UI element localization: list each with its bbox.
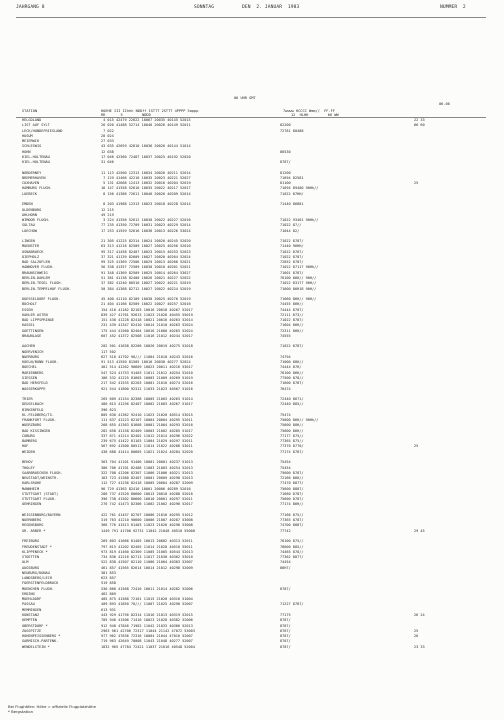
- observation-codes: 396 623: [101, 407, 116, 412]
- observation-codes: 45 400 41110 82109 10030 20025 40270 52019: [101, 297, 191, 302]
- station-name: WASSERKUPPE: [22, 386, 46, 391]
- weather-codes: 71604 86H//: [280, 323, 304, 328]
- weather-codes: 74455 86H//: [280, 302, 304, 307]
- observation-codes: 17 046 42360 72487 10037 20025 40192 52020: [101, 154, 191, 159]
- station-name: BUECHEL: [22, 365, 37, 370]
- code-header-line-3: 7wwww HCCCC Wmm// FF-FF: [283, 109, 335, 113]
- station-name: AACHEN: [22, 344, 35, 349]
- extra-values: 29 45: [414, 528, 425, 533]
- station-name: LIST AUF SYLT: [22, 123, 50, 128]
- weather-codes: 71022 87//: [280, 223, 302, 228]
- station-name: MEIERWIK: [22, 139, 40, 144]
- observation-codes: 7 022: [101, 128, 114, 133]
- weather-codes: 75454: [280, 465, 291, 470]
- weather-codes: 8787/: [280, 623, 291, 628]
- weather-codes: 77365 8787/: [280, 518, 304, 523]
- station-name: OLDENBURG: [22, 207, 42, 212]
- station-name: KONSTANZ: [22, 612, 40, 617]
- station-name: WEISSENBURG/BAYERN: [22, 512, 61, 517]
- station-name: NUERBURG: [22, 354, 40, 359]
- observation-codes: 322 708 41206 82307 11006 21006 40321 52013: [101, 470, 193, 475]
- observation-codes: 405 875 41568 72101 11015 21020 40316 51004: [101, 597, 193, 602]
- station-name: HOHENPEISSENBERG *: [22, 634, 61, 639]
- station-name: BAD SALZUFLEN: [22, 260, 50, 265]
- station-name: MUEHLDORF: [22, 597, 42, 602]
- station-name: BRAUNLAGE: [22, 333, 42, 338]
- observation-codes: 37 382 41240 80510 10027 20022 40221 52019: [101, 281, 191, 286]
- observation-codes: 3 224 41356 52612 10030 20022 40227 52016: [101, 218, 191, 223]
- observation-codes: 91 348 41369 82509 10025 20014 40264 53027: [101, 270, 191, 275]
- weather-codes: 75600 86H//: [280, 428, 304, 433]
- observation-codes: 480 615 41256 82407 10002 21003 40267 51017: [101, 402, 193, 407]
- observation-codes: 567 692 41500 80512 11014 21022 40286 53011: [101, 444, 193, 449]
- station-name: HELGOLAND: [22, 118, 42, 122]
- day-label: SONNTAG: [194, 5, 215, 10]
- station-name: STUTTGART FLUGH.: [22, 497, 57, 502]
- observation-codes: 95 317 41458 82407 10023 20015 40253 52023: [101, 249, 191, 254]
- observation-codes: 217 542 41535 82203 10001 21010 40274 52016: [101, 381, 193, 386]
- station-name: PASSAU: [22, 602, 35, 607]
- footnotes: [8, 704, 96, 714]
- weather-codes: 77177 875//: [280, 433, 304, 438]
- station-name: NOERVENICH: [22, 349, 44, 354]
- extra-values: 23 33: [414, 644, 425, 649]
- station-column-label: STATION: [22, 109, 38, 113]
- observation-codes: 91 513 41550 81505 10016 20030 40277 52024: [101, 360, 191, 365]
- station-name: BAD LIPPSPRINGE: [22, 318, 55, 323]
- observation-codes: 12 038: [101, 149, 114, 154]
- station-name: HUSUM: [22, 133, 33, 138]
- observation-codes: 28 024: [101, 133, 114, 138]
- station-name: LANDSBERG/LECH: [22, 576, 52, 581]
- observation-codes: 530 866 41568 72416 10011 21014 40282 52006: [101, 586, 193, 591]
- weather-codes: 74555: [280, 333, 291, 338]
- weather-codes: 71000 88H//: [280, 360, 304, 365]
- weather-codes: 76474: [280, 386, 291, 391]
- station-name: NUERNBERG: [22, 518, 42, 523]
- weather-codes: 71022 8787/: [280, 239, 304, 244]
- observation-codes: 977 962 47636 72316 10004 21044 47010 52007: [101, 634, 193, 639]
- station-name: KIEL-HOLTENAU: [22, 154, 50, 159]
- station-name: NORDERNEY: [22, 170, 42, 175]
- observation-codes: 21 404 41166 82509 10022 20027 40257 52016: [101, 302, 191, 307]
- weather-codes: 72440 885//: [280, 402, 304, 407]
- weather-codes: 71022 87HH/: [280, 191, 304, 196]
- observation-codes: 154 410 41182 82103 10016 20018 40267 52017: [101, 307, 193, 312]
- weather-codes: 72166 86H//: [280, 476, 304, 481]
- observation-codes: 117 502: [101, 349, 116, 354]
- station-name: KIEL-HOLTENAU: [22, 160, 50, 165]
- observation-codes: 422 761 41457 82707 10006 21016 40295 51012: [101, 512, 193, 517]
- weather-codes: 74454: [280, 560, 291, 565]
- weather-codes: 8787/: [280, 160, 291, 165]
- observation-codes: 1832 965 47784 72421 11037 21016 40548 52004: [101, 644, 195, 649]
- weather-codes: 8707/: [280, 639, 291, 644]
- weather-codes: 75600 8787/: [280, 470, 304, 475]
- station-name: STOETTEN: [22, 555, 40, 560]
- period-label: 06-06: [439, 102, 450, 106]
- observation-codes: 734 836 41216 82713 11017 21030 40302 53010: [101, 555, 193, 560]
- observation-codes: 461 857 41565 82614 10014 21012 40298 52009: [101, 565, 193, 570]
- weather-codes: 76100 86H// 90H//: [280, 275, 317, 280]
- weather-codes: 71660 86H// 90H//: [280, 297, 317, 302]
- weather-codes: 81200: [280, 170, 291, 175]
- weather-codes: 77174 86H//: [280, 502, 304, 507]
- station-name: GOETTINGEN: [22, 328, 44, 333]
- station-name: MEMMINGEN: [22, 607, 42, 612]
- station-name: WIMOOR FLUGH.: [22, 218, 50, 223]
- weather-codes: 8767/: [280, 628, 291, 633]
- weather-codes: 75454: [280, 460, 291, 465]
- observation-codes: 381 853: [101, 570, 116, 575]
- station-name: FRANKFURT FLUGH.: [22, 418, 57, 423]
- observation-codes: 151 430 41228 82418 10021 20016 40263 52014: [101, 318, 193, 323]
- station-name: ULM: [22, 560, 29, 565]
- station-name: COBURG: [22, 433, 35, 438]
- observation-codes: 276 742 41473 82306 11002 21002 40290 52017: [101, 502, 193, 507]
- station-name: FREUDENSTADT *: [22, 544, 52, 549]
- observation-codes: 912 948 47846 71902 11042 21033 40366 52013: [101, 623, 193, 628]
- observation-codes: 16 147 41358 52610 10035 20022 40217 52017: [101, 186, 191, 191]
- weather-codes: 77175: [280, 612, 291, 617]
- station-name: BEHOV: [22, 460, 33, 465]
- station-name: SCHLESWIG: [22, 144, 42, 149]
- station-name: BAMBERG: [22, 439, 37, 444]
- observation-codes: 519 858: [101, 581, 116, 586]
- station-name: CUXHAVEN: [22, 181, 40, 186]
- extra-values: 22 33: [414, 118, 425, 122]
- observation-codes: 462 869: [101, 591, 116, 596]
- station-name: ERDING: [22, 591, 35, 596]
- station-name: WUERZBURG: [22, 423, 42, 428]
- station-name: KASSEL: [22, 323, 35, 328]
- station-name: LUECHOW: [22, 228, 37, 233]
- weather-codes: 81100: [280, 181, 291, 186]
- observation-codes: 43 035 42659 42810 10036 20026 40144 51014: [101, 144, 191, 149]
- observation-codes: 265 609 41154 82308 10005 21003 40263 51014: [101, 397, 193, 402]
- weather-codes: 72852 8787/: [280, 260, 304, 265]
- station-table: [22, 118, 492, 650]
- weather-codes: 71660 8787/: [280, 491, 304, 496]
- station-name: HANNOVER FLUGH.: [22, 265, 55, 270]
- weather-codes: 76600 885//: [280, 544, 304, 549]
- weather-codes: 77370 8770/: [280, 444, 304, 449]
- station-name: BAD HERSFELD: [22, 381, 48, 386]
- weather-codes: 72111 873//: [280, 312, 304, 317]
- weather-codes: 75600 86H// 90Hh//: [280, 418, 319, 423]
- observation-codes: 231 439 41347 82410 10014 21010 40263 52024: [101, 323, 193, 328]
- station-name: AUGSBURG: [22, 565, 40, 570]
- observation-codes: 363 704 41101 91406 10001 20001 40237 51013: [101, 460, 193, 465]
- observation-codes: 547 524 41753 91403 11011 21012 40254 52010: [101, 370, 193, 375]
- observation-codes: 26 020 41488 52714 10046 20026 40149 52011: [101, 123, 191, 128]
- observation-codes: 96 729 41363 82410 10001 20006 40289 52016: [101, 486, 191, 491]
- weather-codes: 71044 82/: [280, 228, 300, 233]
- weather-codes: 71600 86H18 90H//: [280, 286, 317, 291]
- observation-codes: 973 819 41460 82309 11005 21005 40544 52013: [101, 549, 193, 554]
- station-name: REGENSBURG: [22, 523, 44, 528]
- station-name: BIRKENFELD: [22, 407, 44, 412]
- weather-codes: 77742: [280, 528, 291, 533]
- extra-values: 26: [414, 634, 419, 639]
- observation-codes: 112 727 41236 82418 10005 20004 40287 52009: [101, 481, 193, 486]
- observation-codes: 805 630 41362 92410 11023 21020 40514 53015: [101, 412, 193, 417]
- station-name: DEUSELBACH: [22, 402, 44, 407]
- observation-codes: 175 444 41560 82404 10016 21000 40263 52024: [101, 328, 193, 333]
- station-name: BAD KISSINGEN: [22, 428, 50, 433]
- observation-codes: 443 929 41756 82314 11016 21013 40319 52015: [101, 612, 193, 617]
- station-name: GARMISCH-PARTENK.: [22, 639, 59, 644]
- observation-codes: 386 706 41701 82408 11003 21003 40254 52013: [101, 465, 193, 470]
- station-name: ESSEN: [22, 307, 33, 312]
- weather-codes: 74794: [280, 354, 291, 359]
- observation-codes: 63 313 41218 82509 10027 20025 40250 52010: [101, 244, 191, 249]
- weather-codes: 71022 93401 90Hh//: [280, 218, 319, 223]
- observation-codes: 163 723 41380 82407 10001 20009 40298 52013: [101, 476, 193, 481]
- weather-codes: 75600 8887/: [280, 486, 304, 491]
- station-name: ZUGSPITZE: [22, 628, 42, 633]
- station-name: MUENSTER: [22, 244, 40, 249]
- weather-codes: 71440 96HH/: [280, 244, 304, 249]
- weather-codes: 75600 88H//: [280, 423, 304, 428]
- station-name: LINGEN: [22, 239, 35, 244]
- station-name: OEHRINGEN: [22, 502, 42, 507]
- observation-codes: 623 857: [101, 576, 116, 581]
- station-name: DIEPHOLZ: [22, 254, 40, 259]
- station-name: AHLHORN: [22, 212, 37, 217]
- station-name: LECK/HUNDEFRIESLAND: [22, 128, 63, 133]
- station-name: BERLIN-TEMPELHOF FLUGH.: [22, 286, 72, 291]
- footnote-airport: Bei Flughäfen: Höhe = offizielle Flugplatzhöhe: [8, 704, 96, 709]
- code-header-line-2: RR 5 NDDD: [101, 113, 151, 117]
- observation-codes: 719 963 42649 70008 11043 21048 40277 52007: [101, 639, 193, 644]
- observation-codes: 8 156 41386 72611 10046 20026 40209 52014: [101, 191, 191, 196]
- weather-codes: 71022 8787/: [280, 249, 304, 254]
- station-name: DUESSELDORF FLUGH.: [22, 297, 61, 302]
- weather-codes: 71694 82581: [280, 175, 304, 180]
- observation-codes: 202 501 41638 82206 10026 20019 40275 52018: [101, 344, 193, 349]
- station-name: BOCHOLT: [22, 302, 37, 307]
- observation-codes: 282 658 41158 82409 10003 21002 40285 51017: [101, 428, 193, 433]
- extra-values: 66 60: [414, 123, 425, 128]
- date-label: DEN 2. JANUAR 1983: [242, 5, 300, 10]
- observation-codes: 50 384 41368 82712 10027 20022 40224 52019: [101, 286, 191, 291]
- weather-codes: 8787/: [280, 634, 291, 639]
- station-name: HAMBURG FLUGH.: [22, 186, 52, 191]
- observation-codes: 7 129 41466 42216 10035 20023 40221 52027: [101, 175, 191, 180]
- observation-codes: 522 838 41507 82110 11006 21004 40303 52007: [101, 560, 193, 565]
- observation-codes: 1449 791 41700 92731 11042 21048 40510 55000: [101, 528, 195, 533]
- observation-codes: 481 514 41262 90609 10023 20011 40216 53017: [101, 365, 193, 370]
- observation-codes: 627 510 41702 90/// 11004 21010 40243 52016: [101, 354, 193, 359]
- observation-codes: 77 235 41350 72709 10031 20023 40229 52014: [101, 223, 191, 228]
- station-name: MUENCHEN FLUGH.: [22, 586, 55, 591]
- station-name: BREMERHAVEN: [22, 175, 46, 180]
- observation-codes: 37 321 41139 82609 10027 20020 40264 52024: [101, 254, 191, 259]
- observation-codes: 49 219: [101, 212, 114, 217]
- weather-codes: 71022 8787/: [280, 254, 304, 259]
- observation-codes: 396 738 41502 80600 10010 20001 40297 52011: [101, 497, 193, 502]
- footnote-mountain: * Bergstation: [8, 709, 34, 714]
- station-name: THOLEY: [22, 465, 35, 470]
- weather-codes: 72440 8671/: [280, 397, 304, 402]
- weather-codes: 71022 8787/: [280, 318, 304, 323]
- weather-codes: 71022 8787/: [280, 344, 304, 349]
- station-name: WEIDEN: [22, 449, 35, 454]
- weather-codes: 86H7/: [280, 565, 291, 570]
- station-name: LUEBECK: [22, 191, 37, 196]
- station-name: KARLSRUHE: [22, 481, 42, 486]
- observation-codes: 111 637 41223 82107 10004 20004 40295 52011: [101, 418, 193, 423]
- station-name: GIESSEN: [22, 376, 37, 381]
- observation-codes: 5 131 42668 12413 10032 20016 40204 52019: [101, 181, 191, 186]
- weather-codes: 71227 8787/: [280, 602, 304, 607]
- weather-codes: 75474: [280, 412, 291, 417]
- issue-number: NUMMER 2: [440, 5, 466, 10]
- weather-codes: 77362 8877/: [280, 555, 304, 560]
- station-name: EMDEN: [22, 202, 33, 207]
- station-name: NEUSTADT/WEINSTR.: [22, 476, 59, 481]
- observation-codes: 2963 961 42706 72317 11044 21142 47072 53003: [101, 628, 195, 633]
- station-name: KL-FELDBERG/TS.: [22, 412, 55, 417]
- station-name: SOLTAU: [22, 223, 35, 228]
- weather-codes: 71601 8787/: [280, 270, 304, 275]
- observation-codes: 409 893 41850 70/// 11007 21025 40290 52007: [101, 602, 193, 607]
- extra-values: 25: [414, 628, 419, 633]
- station-name: FREIBURG: [22, 539, 40, 544]
- weather-codes: 8787/: [280, 644, 291, 649]
- weather-codes: 71694 89400 90Hh//: [280, 186, 319, 191]
- header-rule: [16, 17, 486, 18]
- observation-codes: 268 655 41363 81608 10001 21004 40293 52016: [101, 423, 193, 428]
- weather-codes: 74444 8787/: [280, 307, 304, 312]
- observation-codes: 21 305 41225 82314 10024 20020 40245 52020: [101, 239, 191, 244]
- weather-codes: 77500 878//: [280, 376, 304, 381]
- weather-codes: 8787/: [280, 586, 291, 591]
- observation-codes: 8 203 41988 12313 10023 20018 40228 52014: [101, 202, 191, 207]
- station-name: OSNABRUECK: [22, 249, 44, 254]
- station-name: HOHN: [22, 149, 31, 154]
- weather-codes: 75600 8787/: [280, 497, 304, 502]
- station-name: SAARBRUECKEN FLUGH.: [22, 470, 63, 475]
- weather-codes: 8787/: [280, 618, 291, 623]
- weather-codes: 72781 80488: [280, 128, 304, 133]
- station-name: STUTTGART (STADT): [22, 491, 59, 496]
- station-name: WENDELSTEIN *: [22, 644, 50, 649]
- weather-codes: 71022 87117 90Hh//: [280, 265, 319, 270]
- observation-codes: 286 737 41520 80600 10013 20010 40288 52016: [101, 491, 193, 496]
- observation-codes: 613 931: [101, 607, 116, 612]
- station-name: BERLIN-TEGEL FLUGH.: [22, 281, 63, 286]
- observation-codes: 56 338 41357 72509 10030 20010 40261 52021: [101, 265, 191, 270]
- weather-codes: 71440 86881: [280, 202, 304, 207]
- code-header-line-1: HOEHE III IIhhh NDDff ISTTT 2STTT 4PPPP 5appp: [101, 109, 199, 113]
- station-name: FUERSTENFELDBRUCK: [22, 581, 59, 586]
- observation-codes: 607 452 41372 82508 11016 21012 40244 52017: [101, 333, 193, 338]
- observation-codes: 921 544 41800 92312 11033 21023 40507 51016: [101, 386, 193, 391]
- weather-codes: 74465 878//: [280, 549, 304, 554]
- observation-time: 06 UHR GMT: [234, 96, 256, 100]
- station-name: HOF: [22, 444, 29, 449]
- station-name: BRAUNSCHWEIG: [22, 270, 48, 275]
- station-name: BERLIN-DAHLEM: [22, 275, 50, 280]
- extra-values: 26 24: [414, 612, 425, 617]
- weather-codes: 76100 875//: [280, 539, 304, 544]
- observation-codes: 4 015 42479 22622 10067 20035 40145 52015: [101, 118, 191, 122]
- observation-codes: 11 113 42560 12313 10034 20026 40211 52014: [101, 170, 191, 175]
- weather-codes: 76100 86H//: [280, 370, 304, 375]
- weather-codes: 71022 83177 90H//: [280, 281, 317, 286]
- observation-codes: 186 532 41225 81605 10003 21009 40269 51019: [101, 376, 193, 381]
- observation-codes: 366 776 41513 81403 11023 21026 40298 53008: [101, 523, 193, 528]
- observation-codes: 17 253 41559 52616 10036 20013 40226 53024: [101, 228, 191, 233]
- station-name: MARIENBERG: [22, 370, 44, 375]
- observation-codes: 705 946 41506 71416 10023 21028 40382 52006: [101, 618, 193, 623]
- station-name: GR. ARBER *: [22, 528, 46, 533]
- observation-codes: 337 671 41214 82402 11012 21014 40296 52022: [101, 433, 193, 438]
- observation-codes: 319 763 41210 90600 10006 21007 40287 53008: [101, 518, 193, 523]
- observation-codes: 438 688 41414 80605 11021 21024 40284 52020: [101, 449, 193, 454]
- station-name: KEMPTEN: [22, 618, 37, 623]
- station-name: KLIPPENECK *: [22, 549, 48, 554]
- station-name: KOELN/BONN FLUGH.: [22, 360, 59, 365]
- station-name: OBERSTDORF *: [22, 623, 48, 628]
- code-header-line-4: 12 HLHH 66 WW: [291, 113, 339, 117]
- weather-codes: 77365 875//: [280, 439, 304, 444]
- weather-codes: 77174 8787/: [280, 449, 304, 454]
- station-name: NEUBURG/DONAU: [22, 570, 50, 575]
- table-row: [22, 645, 492, 650]
- extra-values: 25: [414, 444, 419, 449]
- weather-codes: 74700 8887/: [280, 523, 304, 528]
- weather-codes: 74444 87H/: [280, 365, 302, 370]
- observation-codes: 269 803 41666 81405 10013 20002 40313 52011: [101, 539, 193, 544]
- station-name: KAHLER ASTEN: [22, 312, 48, 317]
- observation-codes: 839 427 41761 92613 11023 21026 40455 55019: [101, 312, 193, 317]
- weather-codes: 77470 8877/: [280, 481, 304, 486]
- observation-codes: 27 033: [101, 139, 114, 144]
- observation-codes: 99 325 41369 72506 10029 20013 40266 52021: [101, 260, 191, 265]
- volume-label: JAHRGANG 8: [16, 5, 45, 10]
- observation-codes: 797 815 41202 82405 11014 21020 40510 55011: [101, 544, 193, 549]
- observation-codes: 31 046: [101, 160, 114, 165]
- station-name: TRIER: [22, 397, 33, 402]
- observation-codes: 239 675 41422 81103 11004 21029 40297 52011: [101, 439, 193, 444]
- extra-values: 25: [414, 181, 419, 186]
- weather-codes: 72311 86H//: [280, 328, 304, 333]
- weather-codes: 82200: [280, 123, 291, 128]
- observation-codes: 51 381 41138 82400 10026 20021 40227 52022: [101, 275, 191, 280]
- weather-codes: 71600 8787/: [280, 381, 304, 386]
- station-name: MANNHEIM: [22, 486, 40, 491]
- weather-codes: 86530: [280, 149, 291, 154]
- weather-codes: 77166 875//: [280, 512, 304, 517]
- observation-codes: 12 215: [101, 207, 114, 212]
